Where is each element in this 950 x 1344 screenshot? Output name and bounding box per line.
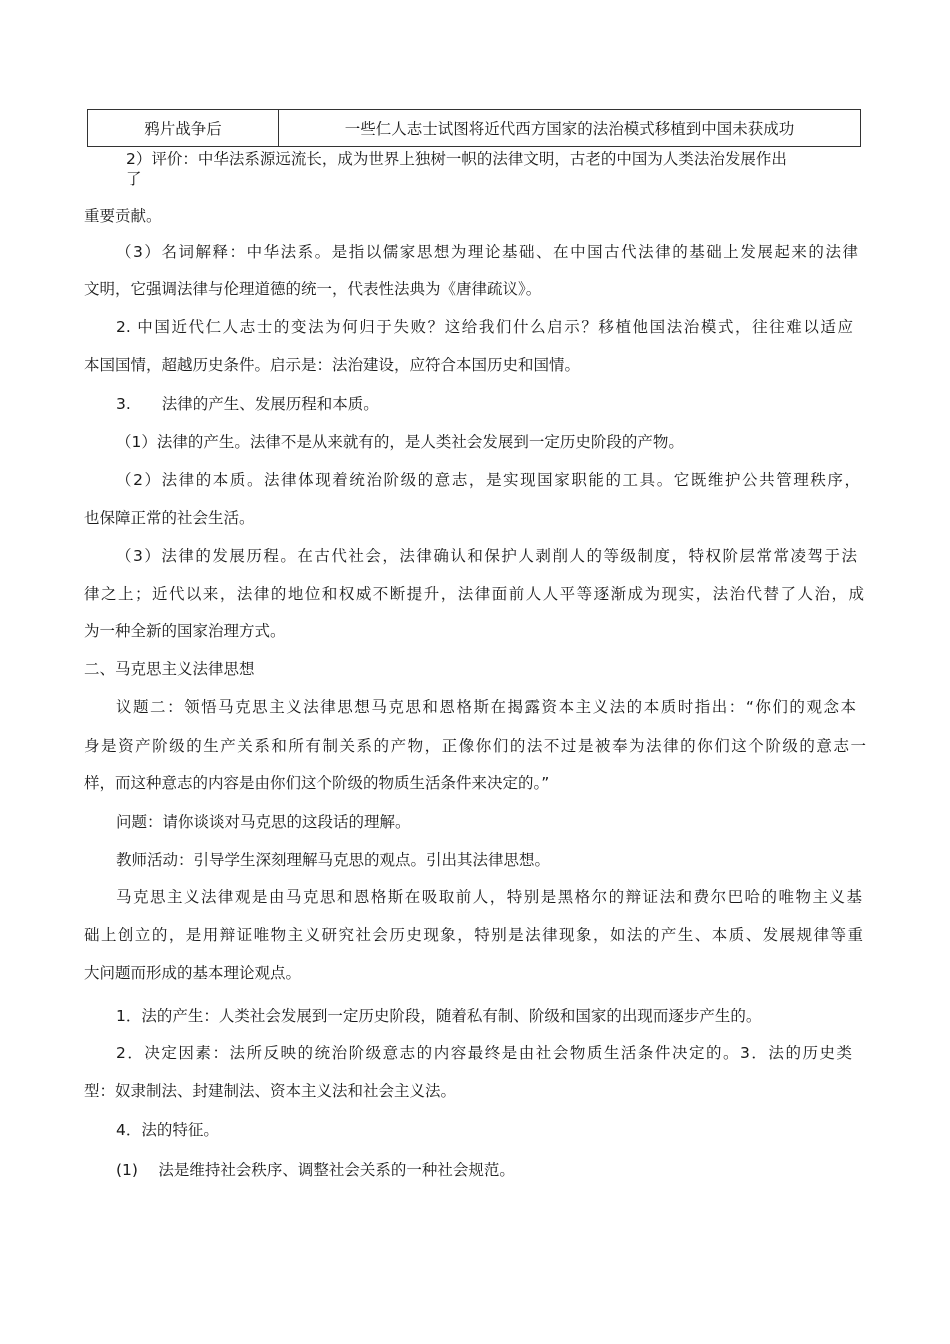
evaluation-line-3: 重要贡献。 [84, 207, 162, 225]
law-history-line-3: 为一种全新的国家治理方式。 [84, 622, 286, 640]
law-origin-paragraph: （1）法律的产生。法律不是从来就有的，是人类社会发展到一定历史阶段的产物。 [116, 433, 684, 451]
law-history-line-2: 律之上；近代以来，法律的地位和权威不断提升，法律面前人人平等逐渐成为现实，法治代替了人治，成 [84, 585, 864, 603]
table-cell-period: 鸦片战争后 [88, 110, 279, 147]
topic-line-1: 议题二：领悟马克思主义法律思想马克思和恩格斯在揭露资本主义法的本质时指出：“你们的观念本 [116, 698, 856, 716]
law-history-line-1: （3）法律的发展历程。在古代社会，法律确认和保护人剥削人的等级制度，特权阶层常常凌驾于法 [116, 547, 857, 565]
law-essence-line-2: 也保障正常的社会生活。 [84, 509, 255, 527]
item-3-heading: 3. 法律的产生、发展历程和本质。 [116, 395, 379, 413]
list-item-4: 4．法的特征。 [116, 1121, 219, 1139]
law-essence-line-1: （2）法律的本质。法律体现着统治阶级的意志，是实现国家职能的工具。它既维护公共管理秩序， [116, 471, 860, 489]
evaluation-line-1: 2）评价：中华法系源远流长，成为世界上独树一帜的法律文明，古老的中国为人类法治发展作出 [126, 150, 787, 168]
topic-line-2: 身是资产阶级的生产关系和所有制关系的产物，正像你们的法不过是被奉为法律的你们这个阶级的意志一 [84, 737, 866, 755]
marxism-line-2: 础上创立的，是用辩证唯物主义研究社会历史现象，特别是法律现象，如法的产生、本质、发展规律等重 [84, 926, 863, 944]
question-2-line-1: 2. 中国近代仁人志士的变法为何归于失败？这给我们什么启示？移植他国法治模式，往往难以适应 [116, 318, 853, 336]
list-item-1: 1．法的产生：人类社会发展到一定历史阶段，随着私有制、阶级和国家的出现而逐步产生的。 [116, 1007, 762, 1025]
teacher-activity-line: 教师活动：引导学生深刻理解马克思的观点。引出其法律思想。 [116, 851, 551, 869]
marxism-line-1: 马克思主义法律观是由马克思和恩格斯在吸取前人，特别是黑格尔的辩证法和费尔巴哈的唯物主义基 [116, 888, 862, 906]
evaluation-line-2: 了 [126, 170, 142, 188]
topic-line-3: 样，而这种意志的内容是由你们这个阶级的物质生活条件来决定的。” [84, 774, 550, 792]
table-row [88, 110, 861, 147]
section-2-heading: 二、马克思主义法律思想 [84, 660, 255, 678]
list-item-2-line-2: 型：奴隶制法、封建制法、资本主义法和社会主义法。 [84, 1082, 457, 1100]
table-cell-description: 一些仁人志士试图将近代西方国家的法治模式移植到中国未获成功 [279, 110, 861, 147]
list-item-2-line-1: 2．决定因素：法所反映的统治阶级意志的内容最终是由社会物质生活条件决定的。3．法的历史类 [116, 1044, 852, 1062]
question-line: 问题：请你谈谈对马克思的这段话的理解。 [116, 813, 411, 831]
term-definition-line-2: 文明，它强调法律与伦理道德的统一，代表性法典为《唐律疏议》。 [84, 280, 542, 298]
question-2-line-2: 本国国情，超越历史条件。启示是：法治建设，应符合本国历史和国情。 [84, 356, 581, 374]
term-definition-line-1: （3）名词解释：中华法系。是指以儒家思想为理论基础、在中国古代法律的基础上发展起来的法律 [116, 243, 858, 261]
feature-item-1: (1) 法是维持社会秩序、调整社会关系的一种社会规范。 [116, 1161, 515, 1179]
era-table [87, 109, 861, 147]
marxism-line-3: 大问题而形成的基本理论观点。 [84, 964, 302, 982]
